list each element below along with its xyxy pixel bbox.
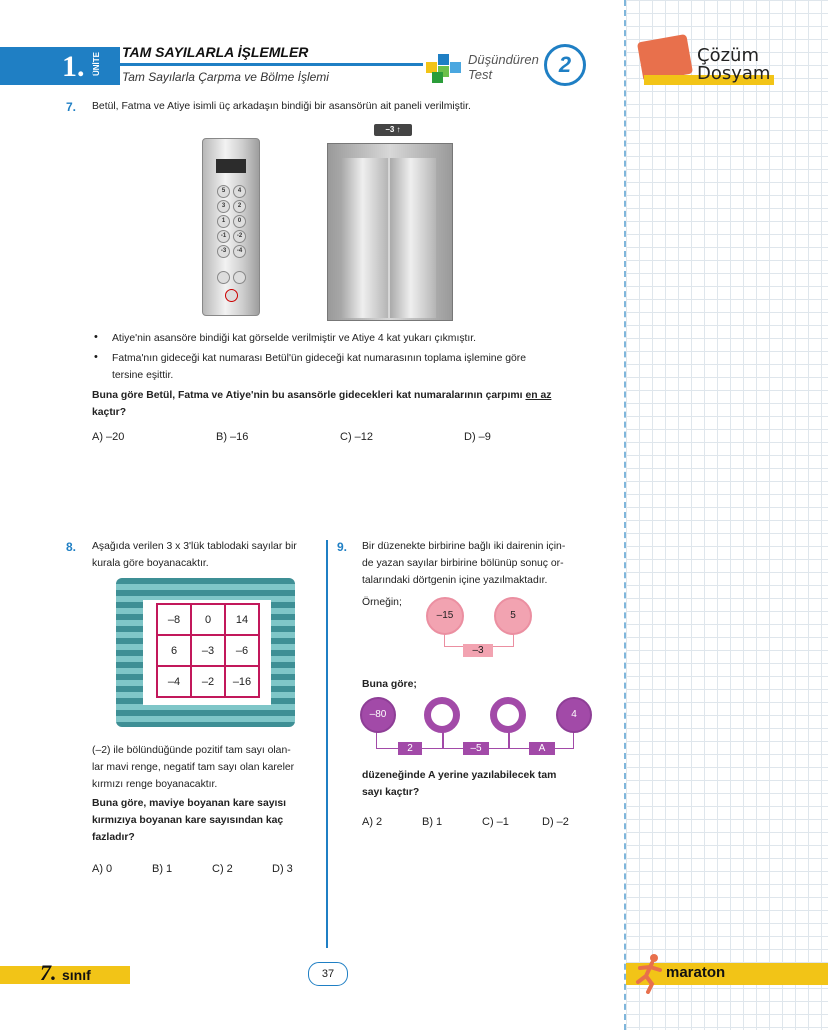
q9-option-a[interactable]: A) 2 [362, 816, 383, 828]
test-label-line2: Test [468, 67, 493, 82]
test-label [468, 52, 539, 82]
chain-result-box: –5 [463, 742, 489, 755]
bullet-icon: • [94, 351, 98, 363]
q7-option-a[interactable]: A) –20 [92, 431, 125, 443]
subtopic-title: Tam Sayılarla Çarpma ve Bölme İşlemi [122, 70, 329, 84]
number-table [156, 603, 260, 698]
unit-number: 1. [62, 50, 85, 83]
chain-last-circle: 4 [556, 697, 592, 733]
chain-empty-circle [424, 697, 460, 733]
chain-first-circle: –80 [360, 697, 396, 733]
table-cell: 6 [157, 635, 191, 666]
header-rule [118, 63, 423, 66]
solution-grid-area [626, 0, 828, 1030]
q8-question-line2: kırmızıya boyanan kare sayısından kaç [92, 815, 284, 826]
example-right-circle: 5 [494, 597, 532, 635]
table-row [157, 635, 259, 666]
q9-question-line1: düzeneğinde A yerine yazılabilecek tam [362, 770, 557, 781]
elevator-door-left [342, 158, 388, 318]
table-cell: –6 [225, 635, 259, 666]
panel-floor-button: 4 [233, 185, 246, 198]
q7-option-d[interactable]: D) –9 [464, 431, 491, 443]
test-number-badge: 2 [544, 44, 586, 86]
q9-number: 9. [337, 540, 348, 554]
q8-option-a[interactable]: A) 0 [92, 863, 113, 875]
table-cell: 14 [225, 604, 259, 635]
table-cell: –8 [157, 604, 191, 635]
q8-number: 8. [66, 540, 77, 554]
q8-option-b[interactable]: B) 1 [152, 863, 173, 875]
cubes-icon [424, 50, 462, 84]
elevator-panel [202, 138, 260, 316]
q7-bullet2-line2: tersine eşittir. [112, 370, 174, 381]
panel-floor-button: -3 [217, 245, 230, 258]
panel-floor-button: 5 [217, 185, 230, 198]
unit-word: ÜNİTE [92, 52, 101, 76]
q7-bullet2-line1: Fatma'nın gideceği kat numarası Betül'ün gideceği kat numarasının toplama işlemine göre [112, 353, 527, 364]
table-cell: 0 [191, 604, 225, 635]
elevator-door-right [390, 158, 436, 318]
chain-empty-circle [490, 697, 526, 733]
alarm-button [225, 289, 238, 302]
panel-door-button [217, 271, 230, 284]
q9-intro-line3: talarındaki dörtgenin içine yazılmaktadır. [362, 575, 548, 586]
chain-result-box-a: A [529, 742, 555, 755]
chain-result-box: 2 [398, 742, 422, 755]
q7-question-text: Buna göre Betül, Fatma ve Atiye'nin bu asansörle gidecekleri kat numaralarının çarpımı [92, 390, 523, 401]
q7-intro: Betül, Fatma ve Atiye isimli üç arkadaşın bindiği bir asansörün ait paneli verilmiştir. [92, 101, 471, 112]
dashed-divider [624, 0, 626, 1030]
table-cell: –16 [225, 666, 259, 697]
q7-question-emphasis: en az [525, 390, 552, 401]
q7-option-c[interactable]: C) –12 [340, 431, 374, 443]
q8-option-d[interactable]: D) 3 [272, 863, 293, 875]
panel-floor-button: 0 [233, 215, 246, 228]
q8-question-line1: Buna göre, maviye boyanan kare sayısı [92, 798, 287, 809]
runner-icon [632, 952, 666, 994]
q7-bullet1: Atiye'nin asansöre bindiği kat görselde verilmiştir ve Atiye 4 kat yukarı çıkmıştır. [112, 333, 477, 344]
grade-banner [0, 960, 130, 985]
q7-question-line2: kaçtır? [92, 407, 127, 418]
q9-intro-line2: de yazan sayılar birbirine bölünüp sonuç or- [362, 558, 564, 569]
table-cell: –4 [157, 666, 191, 697]
q8-intro-line1: Aşağıda verilen 3 x 3'lük tablodaki sayılar bir [92, 541, 297, 552]
panel-screen [216, 159, 246, 173]
page-number: 37 [308, 962, 348, 986]
table-cell: –2 [191, 666, 225, 697]
panel-floor-button: -2 [233, 230, 246, 243]
q9-example-label: Örneğin; [362, 597, 402, 608]
q8-rule-line2: lar mavi renge, negatif tam sayı olan kareler [92, 762, 295, 773]
table-row [157, 666, 259, 697]
panel-floor-button: -4 [233, 245, 246, 258]
q7-number: 7. [66, 100, 77, 114]
q9-option-b[interactable]: B) 1 [422, 816, 443, 828]
panel-floor-button: -1 [217, 230, 230, 243]
q9-option-d[interactable]: D) –2 [542, 816, 569, 828]
q8-question-line3: fazladır? [92, 832, 135, 843]
example-result-box: –3 [463, 644, 493, 657]
topic-title: TAM SAYILARLA İŞLEMLER [122, 44, 309, 60]
q7-question-line1 [92, 387, 551, 405]
panel-floor-button: 2 [233, 200, 246, 213]
grade-word: sınıf [62, 967, 91, 983]
q8-option-c[interactable]: C) 2 [212, 863, 233, 875]
floor-indicator: –3 ↑ [374, 124, 412, 136]
panel-door-button [233, 271, 246, 284]
q9-given-label: Buna göre; [362, 679, 417, 690]
q9-option-c[interactable]: C) –1 [482, 816, 509, 828]
q7-option-b[interactable]: B) –16 [216, 431, 249, 443]
q8-intro-line2: kurala göre boyanacaktır. [92, 558, 209, 569]
test-label-line1: Düşündüren [468, 52, 539, 67]
table-row [157, 604, 259, 635]
solution-title [697, 47, 770, 83]
bullet-icon: • [94, 331, 98, 343]
q9-question-line2: sayı kaçtır? [362, 787, 420, 798]
q8-rule-line1: (–2) ile bölündüğünde pozitif tam sayı olan- [92, 745, 291, 756]
brand-name: maraton [666, 964, 726, 981]
column-divider [326, 540, 328, 948]
grade-number: 7. [40, 960, 57, 985]
table-cell: –3 [191, 635, 225, 666]
panel-floor-button: 3 [217, 200, 230, 213]
solution-title-line2: Dosyam [697, 63, 771, 84]
solution-title-line1: Çözüm [697, 45, 759, 66]
panel-floor-button: 1 [217, 215, 230, 228]
q9-intro-line1: Bir düzenekte birbirine bağlı iki dairenin için- [362, 541, 566, 552]
q8-rule-line3: kırmızı renge boyanacaktır. [92, 779, 218, 790]
example-left-circle: –15 [426, 597, 464, 635]
elevator-door-frame [327, 143, 453, 321]
